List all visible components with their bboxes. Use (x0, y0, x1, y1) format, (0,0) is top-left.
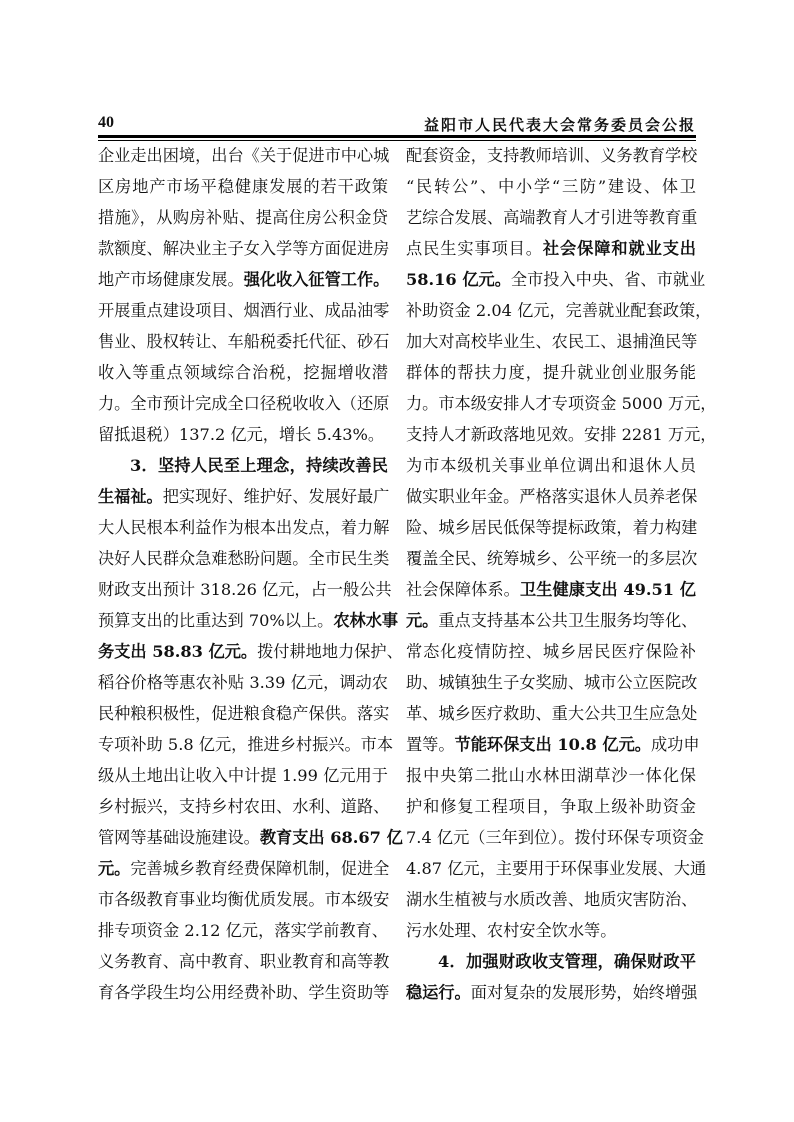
text-segment: 排专项资金 2.12 亿元，落实学前教育、 (98, 921, 388, 940)
text-line (98, 388, 388, 419)
bold-text-segment: 3．坚持人民至上理念，持续改善民 (130, 456, 388, 475)
bold-text-segment: 元。 (406, 611, 439, 630)
text-line (98, 202, 388, 233)
text-segment: 7.4 亿元（三年到位）。拨付环保专项资金 (406, 828, 704, 847)
text-line (406, 915, 696, 946)
text-line (98, 419, 388, 450)
text-segment: 支持人才新政落地见效。安排 2281 万元， (406, 425, 717, 444)
text-segment: 地产市场健康发展。 (98, 270, 244, 289)
bold-text-segment: 农林水事 (333, 611, 399, 630)
text-line (98, 450, 388, 481)
text-segment: 开展重点建设项目、烟酒行业、成品油零 (98, 301, 390, 320)
bold-text-segment: 社会保障和就业支出 (542, 239, 696, 258)
text-segment: 稻谷价格等惠农补贴 3.39 亿元，调动农 (98, 673, 388, 692)
text-segment: 力。市本级安排人才专项资金 5000 万元， (406, 394, 717, 413)
text-line (406, 574, 696, 605)
text-line (98, 977, 388, 1008)
text-line (406, 295, 712, 326)
bold-text-segment: 节能环保支出 10.8 亿元。 (454, 735, 651, 754)
text-line (406, 512, 696, 543)
text-line (98, 791, 388, 822)
text-segment: 民种粮积极性，促进粮食稳产保供。落实 (98, 704, 390, 723)
text-line (406, 605, 696, 636)
text-segment: 款额度、解决业主子女入学等方面促进房 (98, 239, 390, 258)
text-segment: 常态化疫情防控、城乡居民医疗保险补 (406, 642, 696, 661)
text-segment: 预算支出的比重达到 70%以上。 (98, 611, 334, 630)
text-segment: 革、城乡医疗救助、重大公共卫生应急处 (406, 704, 698, 723)
text-line (406, 822, 704, 853)
text-segment: 育各学段生均公用经费补助、学生资助等 (98, 983, 390, 1002)
text-line (406, 264, 706, 295)
bold-text-segment: 4．加强财政收支管理，确保财政平 (438, 952, 696, 971)
text-segment: 收入等重点领域综合治税，挖掘增收潜 (98, 363, 388, 382)
text-segment: 财政支出预计 318.26 亿元，占一般公共 (98, 580, 392, 599)
bold-text-segment: 稳运行。 (406, 983, 471, 1002)
text-segment: 决好人民群众急难愁盼问题。全市民生类 (98, 549, 390, 568)
text-line (406, 698, 696, 729)
text-segment: 区房地产市场平稳健康发展的若干政策 (98, 177, 388, 196)
text-segment: 补助资金 2.04 亿元，完善就业配套政策， (406, 301, 712, 320)
text-segment: 企业走出困境，出台《关于促进市中心城 (98, 146, 390, 165)
text-line (98, 140, 388, 171)
text-line (98, 295, 388, 326)
text-line (406, 357, 696, 388)
bold-text-segment: 务支出 58.83 亿元。 (98, 642, 258, 661)
text-line (98, 822, 403, 853)
text-line (98, 667, 388, 698)
text-segment: 管网等基础设施建设。 (98, 828, 260, 847)
text-segment: 置等。 (406, 735, 455, 754)
text-segment: 级从土地出让收入中计提 1.99 亿元用于 (98, 766, 388, 785)
text-line (98, 636, 403, 667)
text-line (406, 326, 696, 357)
text-line (98, 915, 388, 946)
text-segment: 污水处理、农村安全饮水等。 (406, 921, 617, 940)
text-line (406, 543, 696, 574)
text-line (406, 419, 717, 450)
text-segment: 乡村振兴，支持乡村农田、水利、道路、 (98, 797, 390, 816)
text-line (406, 977, 696, 1008)
bold-text-segment: 58.16 亿元。 (406, 270, 511, 289)
text-segment: 配套资金，支持教师培训、义务教育学校 (406, 146, 698, 165)
text-segment: 市各级教育事业均衡优质发展。市本级安 (98, 890, 390, 909)
text-line (98, 357, 388, 388)
text-segment: 社会保障体系。 (406, 580, 520, 599)
text-segment: 点民生实事项目。 (406, 239, 543, 258)
text-line (406, 884, 696, 915)
text-segment: 加大对高校毕业生、农民工、退捕渔民等 (406, 332, 698, 351)
bold-text-segment: 教育支出 68.67 亿 (259, 828, 403, 847)
text-line (406, 481, 696, 512)
text-segment: 护和修复工程项目，争取上级补助资金 (406, 797, 696, 816)
header-rule-thick (98, 135, 696, 138)
text-line (98, 171, 388, 202)
text-line (406, 946, 696, 977)
text-line (98, 698, 388, 729)
text-line (406, 667, 696, 698)
left-column (98, 140, 403, 1008)
text-segment: 湖水生植被与水质改善、地质灾害防治、 (406, 890, 698, 909)
bold-text-segment: 卫生健康支出 49.51 亿 (519, 580, 696, 599)
text-line (406, 171, 696, 202)
text-segment: 拨付耕地地力保护、 (257, 642, 403, 661)
text-line (406, 760, 696, 791)
text-line (98, 233, 388, 264)
text-segment: 留抵退税）137.2 亿元，增长 5.43%。 (98, 425, 385, 444)
text-line (98, 574, 392, 605)
text-segment: 售业、股权转让、车船税委托代征、砂石 (98, 332, 390, 351)
text-line (406, 729, 700, 760)
text-line (98, 326, 388, 357)
text-line (406, 791, 696, 822)
text-segment: 全市投入中央、省、市就业 (510, 270, 706, 289)
right-column (406, 140, 717, 1008)
text-segment: 力。全市预计完成全口径税收收入（还原 (98, 394, 390, 413)
text-segment: 险、城乡居民低保等提标政策，着力构建 (406, 518, 698, 537)
text-segment: 大人民根本利益作为根本出发点，着力解 (98, 518, 390, 537)
text-segment: 做实职业年金。严格落实退休人员养老保 (406, 487, 698, 506)
text-segment: 报中央第二批山水林田湖草沙一体化保 (406, 766, 696, 785)
text-line (406, 233, 696, 264)
text-segment: 覆盖全民、统筹城乡、公平统一的多层次 (406, 549, 698, 568)
text-line (98, 853, 388, 884)
bold-text-segment: 强化收入征管工作。 (243, 270, 390, 289)
text-segment: 重点支持基本公共卫生服务均等化、 (438, 611, 698, 630)
text-segment: 为市本级机关事业单位调出和退休人员 (406, 456, 696, 475)
text-segment: “民转公”、中小学“三防”建设、体卫 (406, 177, 696, 196)
journal-title: 益阳市人民代表大会常务委员会公报 (423, 116, 696, 134)
text-line (406, 140, 696, 171)
page-number: 40 (98, 114, 114, 131)
text-segment: 措施》，从购房补贴、提高住房公积金贷 (98, 208, 388, 227)
text-line (98, 512, 388, 543)
text-segment: 把实现好、维护好、发展好最广 (162, 487, 390, 506)
text-line (98, 481, 388, 512)
text-segment: 完善城乡教育经费保障机制，促进全 (130, 859, 390, 878)
text-segment: 成功申 (650, 735, 700, 754)
text-line (98, 884, 388, 915)
text-segment: 义务教育、高中教育、职业教育和高等教 (98, 952, 390, 971)
text-segment: 艺综合发展、高端教育人才引进等教育重 (406, 208, 698, 227)
text-line (98, 729, 394, 760)
text-line (98, 605, 399, 636)
text-segment: 面对复杂的发展形势，始终增强 (470, 983, 698, 1002)
text-line (98, 543, 388, 574)
text-line (406, 636, 696, 667)
text-line (406, 853, 707, 884)
text-line (98, 264, 388, 295)
text-line (98, 760, 388, 791)
text-segment: 4.87 亿元，主要用于环保事业发展、大通 (406, 859, 707, 878)
text-line (406, 202, 696, 233)
text-segment: 专项补助 5.8 亿元，推进乡村振兴。市本 (98, 735, 394, 754)
text-segment: 群体的帮扶力度，提升就业创业服务能 (406, 363, 696, 382)
text-line (406, 450, 696, 481)
bold-text-segment: 生福祉。 (98, 487, 163, 506)
text-line (406, 388, 717, 419)
page-header (98, 110, 696, 136)
text-segment: 助、城镇独生子女奖励、城市公立医院改 (406, 673, 698, 692)
bold-text-segment: 元。 (98, 859, 131, 878)
text-line (98, 946, 388, 977)
